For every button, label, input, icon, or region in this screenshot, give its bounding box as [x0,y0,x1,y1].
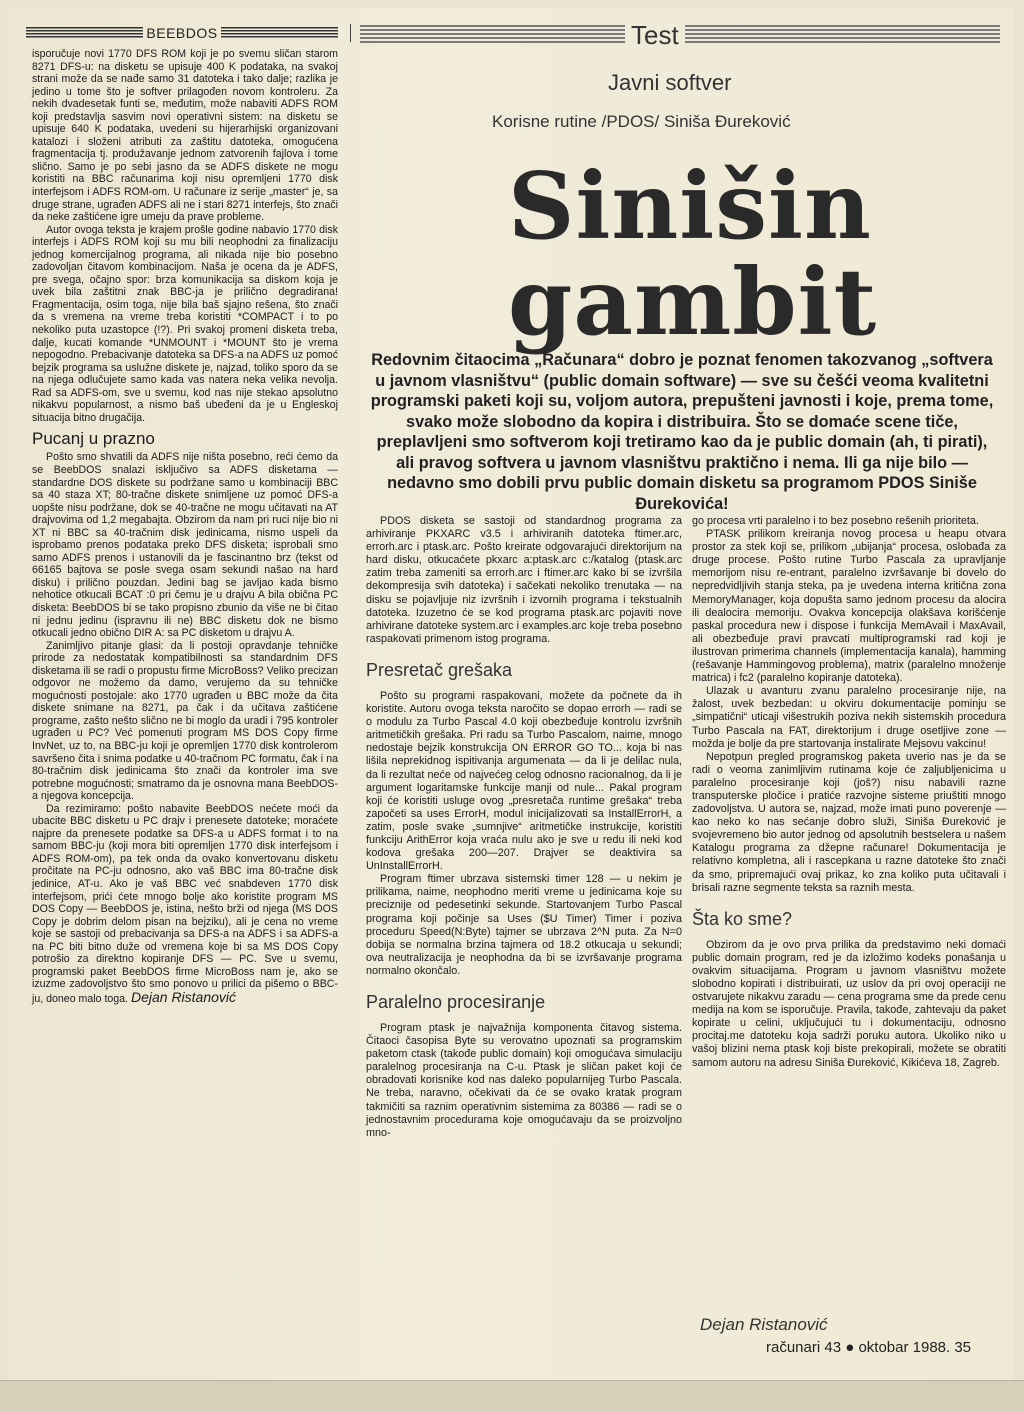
header-rule [26,27,143,39]
header-rule [360,25,625,45]
section-heading: Paralelno procesiranje [366,992,546,1012]
article-title [508,152,878,356]
header-rule [685,25,1000,45]
magazine-page [8,8,1014,1403]
middle-column [366,515,682,1140]
section-label: BEEBDOS [146,25,218,41]
right-column [692,515,1006,1070]
paragraph: Program ftimer ubrzava sistemski timer 128 — u nekim je prilikama, naime, neophodno meriti vreme u jedinicama koje su preciznije od pedesetinki sekunde. Startovanjem Turbo Pascal programa koji počinje sa Uses ($U Timer) Timer i poziva proceduru Speed(N:Byte) tajmer se ubrzava 2^N puta. Za N=0 dobija se normalna brzina tajmera od 18.2 otkucaja u sekundi; ova neutralizacija je neophodna da bi se izvršavanje programa normalno okončalo. [366,873,682,977]
page-footer: računari 43 ● oktobar 1988. 35 [766,1339,972,1356]
paragraph: go procesa vrti paralelno i to bez posebno rešenih prioriteta. [692,515,979,527]
author-signature: Dejan Ristanović [130,988,237,1005]
section-label: Test [631,19,679,50]
article-subtitle: Korisne rutine /PDOS/ Siniša Đureković [492,112,791,131]
paragraph: Zanimljivo pitanje glasi: da li postoji opravdanje tehničke prirode za nedostatak kompatibilnosti sa standardnim DFS disketama ili se radi o propustu firme MicroBoss? Veliko precizan odgovor ne možemo da damo, verujemo da su tehničke mogućnosti postojale: ako 1770 ugrađen u BBC može da čita diskete snimane na 8271, pa čak i da učitava zaštićene programe, zašto nešto slično ne bi moglo da uradi i 795 kontroler ugrađen u PC? Već pomenuti program MS DOS Copy firme InvNet, uz to, na BBC-ju koji je opremljen 1770 disk kontrolerom savršeno čita i snima podatke u 40-tračnom PC formatu, čak i na 80-tračnim disk jedinicama što znači da kontroler ima sve potrebne mogućnosti; smatramo da je osnovna mana BeebDOS-a njegova koncepcija. [32,639,338,803]
column-divider [350,24,351,42]
paragraph: Ulazak u avanturu zvanu paralelno procesiranje nije, na žalost, uvek bezbedan: u okviru dokumentacije pominju se „simpatični“ uticaji višestrukih poziva nekih sistemskih procedura Turbo Pascala na FAT, direktorijum i druge osetljive zone — možda je bolje da pre startovanja instalirate Mejsovu vakcinu! [692,685,1006,750]
title-line: Sinišin [508,152,872,260]
paragraph: Nepotpun pregled programskog paketa uverio nas je da se radi o veoma zanimljivim rutinama koje će zaljubljenicima u paralelno procesiranje koji (još?) nisu nabavili razne transputerske pločice i pratiće razvojne sisteme priuštiti mnogo zadovoljstva. U autora se, najzad, može imati puno poverenje — kao neko ko nas sećanje dobro služi, Siniša Đureković je svojevremeno bio autor jednog od apsolutnih bestselera u našem Katalogu programa za džepne računare! Dokumentacija je relativno kompletna, ali i rascepkana u razne datoteke što znači da smo, pripremajući ovaj prikaz, ko zna koliko puta učitavali i brisali razne segmente teksta sa raznih mesta. [692,750,1006,894]
paragraph: Program ptask je najvažnija komponenta čitavog sistema. Čitaoci časopisa Byte su verovatno upoznati sa programskim paketom ctask (takođe public domain) koji omogućava simulaciju paralelnog procesiranja na C-u. Ptask je sličan paket koji će obradovati korisnike kod nas daleko popularnijeg Turbo Pascala. Ne treba, naravno, očekivati da će se ovako kratak program takmičiti sa raznim operativnim sistemima za 80386 — radi se o jednostavnim procedurama koje omogućavaju da se proizvoljno mno- [366,1022,682,1139]
paragraph [32,803,338,1006]
paragraph: Obzirom da je ovo prva prilika da predstavimo neki domaći public domain program, red je da izložimo kodeks ponašanja u ovakvim situacijama. Program u javnom vlasništvu možete slobodno kopirati i distribuirati, uz uslov da pri ovoj operaciji ne ostvarujete nikakvu zaradu — cena programa sme da prede cenu medija na kom se isporučuje. Pravila, takođe, zahtevaju da paket kopirate u celini, uključujući tu i dokumentaciju, odnosno procitaj.me datoteku koja sadrži poruku autora. Ukoliko niko u vašoj blizini nema ptask koji biste prekopirali, možete se obratiti samom autoru na adresu Siniša Đureković, Kikićeva 18, Zagreb. [692,938,1006,1069]
section-heading: Presretač grešaka [366,659,513,680]
section-header-left [26,24,338,42]
page-edge [0,1380,1024,1412]
paragraph: Pošto su programi raspakovani, možete da počnete da ih koristite. Autoru ovoga teksta naročito se dopao errorh — radi se o modulu za Turbo Pascal 4.0 koji obezbeđuje kontrolu izvršnih aritmetičkih grešaka. Pri radu sa Turbo Pascalom, naime, mnogo nedostaje bejzik konstrukcija ON ERROR GO TO... koja bi nas lišila neprekidnog ispitivanja argumenata — da li je delilac nula, da li rezultat neće od najvećeg celog odnosno racionalnog, da li je argument logaritamske funkcije manji od nule... Pakal program koji će koristiti usluge ovog „presretača runtime grešaka“ treba započeti sa uses ErrorH, modul inicijalizovati sa InstallErrorH, a zatim, posle svake „sumnjive“ aritmetičke instrukcije, koristiti funkciju ArithError koja vraća nulu ako je sve u redu ili neki kod kodova grešaka 200—207. Drajver se deaktivira sa UnInstallErrorH. [366,689,682,873]
paragraph: isporučuje novi 1770 DFS ROM koji je po svemu sličan starom 8271 DFS-u: na disketu se upisuje 400 K podataka, na svakoj strani može da se nađe samo 31 datoteka i tako dalje; razlika je jedino u tome što je softver prilagođen novom kontroleru. Za nekih dvadesetak funti se, međutim, može nabaviti ADFS ROM koji predstavlja sasvim novi operativni sistem: na disketu se upisuje 640 K podataka, uvedeni su hijerarhijski organizovani katalozi i složeni atributi za zaštitu datoteka, omogućena fragmentacija tj. produžavanje jednom zatvorenih fajlova i tome slično. Samo je po sebi jasno da se ADFS diskete ne mogu koristiti na BBC računarima koji nisu opremljeni 1770 disk interfejsom i ADFS ROM-om. U računare iz serije „master“ je, sa druge strane, ugrađen ADFS ali ne i stari 8271 interfejs, što znači da neke zaštićene igre umeju da prave probleme. [32,48,338,224]
paragraph: PTASK prilikom kreiranja novog procesa u heapu otvara prostor za stek koji se, prilikom „ubijanja“ procesa, oslobađa za druge procese. Pošto rutine Turbo Pascala za upravljanje memorijom nisu re-entrant, paralelno izvršavanje bi dovelo do nepredvidljivih stanja steka, pa je uvedena interna kritična zona MemoryManager, koja dopušta samo jednom procesu da alocira ili dealocira memoriju. Ovakva koncepcija olakšava korišćenje paskal procedura new i dispose i funkcija MemAvail i MaxAvail, ali obezbeđuje pravi pravcati multiprogramski rad koji je ilustrovan primerima channels (implementacija kanala), hamming (rešavanje Hammingovog problema), matrix (paralelno množenje matrica) i fc2 (paralelno kopiranje datoteka). [692,528,1006,685]
paragraph: Autor ovoga teksta je krajem prošle godine nabavio 1770 disk interfejs i ADFS ROM koji su mu bili neophodni za finalizaciju jednog komercijalnog programa, ali nikada nije bio posebno zadovoljan čitavom kombinacijom. Naša je ocena da je ADFS, pre svega, očajno spor: brza komunikacija sa diskom koja je uvek bila zaštitni znak BBC-ja je prilično degradirana! Fragmentacija, osim toga, nije bila baš sjajno rešena, što znači da s vremena na vreme treba koristiti *COMPACT i to po nekoliko puta uzastopce (!?). Pri svakoj promeni disketa treba, dalje, kucati komande *UNMOUNT i *MOUNT što je vrema nepogodno. Prebacivanje datoteka sa DFS-a na ADFS uz pomoć bejzik programa sa uslužne diskete je, najzad, toliko sporo da se na njega odlučujete samo kada vas natera neka velika nevolja. Rad sa ADFS-om, sve u svemu, kod nas nije stekao apsolutno nikakvu popularnost, a nismo baš ubeđeni da je u Engleskoj situacija bitno drugačija. [32,223,338,424]
section-heading: Šta ko sme? [692,908,793,929]
author-signature: Dejan Ristanović [700,1315,828,1334]
paragraph: PDOS disketa se sastoji od standardnog programa za arhiviranje PKXARC v3.5 i arhiviranih datoteka ftimer.arc, errorh.arc i ptask.arc. Pošto kreirate odgovarajući direktorijum na hard disku, otkucaćete pkxarc a:ptask.arc c:/katalog (ptask.arc zatim treba zameniti sa errorh.arc i ftimer.arc kako bi se izvršila dekompresija svih datoteka) i sačekati nekoliko trenutaka — na disku se pojavljuje niz izvršnih i izvornih programa i tekstualnih datoteka. Izuzetno će se kod programa ptask.arc pojaviti nove arhivirane datoteke system.arc i examples.arc koje treba posebno raspakovati primenom istog programa. [366,515,682,645]
article-kicker: Javni softver [608,70,732,95]
article-lead: Redovnim čitaocima „Računara“ dobro je poznat fenomen takozvanog „softvera u javnom vlasništvu“ (public domain software) — sve su češći veoma kvalitetni programski paketi koji su, voljom autora, prepušteni javnosti i koje, prema tome, svako može slobodno da kopira i distribuira. Što se domaće scene tiče, preplavljeni smo softverom koji tretiramo kao da je public domain (ah, ti pirati), ali pravog softvera u javnom vlasništvu praktično i nema. Ili ga nije bilo — nedavno smo dobili prvu public domain disketu sa programom PDOS Siniše Đurekovića! [370,351,994,513]
header-rule [221,27,338,39]
title-line: gambit [508,248,878,356]
paragraph: Pošto smo shvatili da ADFS nije ništa posebno, reći ćemo da se BeebDOS snalazi isključivo sa ADFS disketama — standardne DOS diskete su podržane samo u kombinaciji BBC sa 40 staza XT; 80-tračne diskete snimljene uz pomoć DFS-a uopšte nisu podržane, dok se 40-tračne ne mogu učitavati na AT drajvovima od 1,2 megabajta. Obzirom da nam pri ruci nije bio ni XT ni BBC sa 40-tračnim disk jedinicama, nismo uspeli da isprobamo prenos podataka preko DFS disketa; isprobali smo samo ADFS prenos i ustanovili da je fascinantno brz (tekst od 66165 bajtova se posle svega osam sekundi našao na hard disku) i prilično pouzdan. Jedini bag se javljao kada bismo nehotice otkucali BCAT :0 pri čemu je u drajvu A bila obična PC disketa: BeebDOS bi se tako propisno zbunio da više ne bi čitao ni jednu jedinu (ispravnu ili ne) BBC disketu dok ne bismo otkucali jedno obično DIR A: sa PC disketom u drajvu A. [32,451,338,640]
left-column [32,48,338,1005]
section-heading: Pucanj u prazno [32,429,155,449]
paragraph-text: Da rezimiramo: pošto nabavite BeebDOS nećete moći da ubacite BBC disketu u PC drajv i prenesete datoteke; moraćete najpre da prenesete podatke sa DFS-a u ADFS format i to na samom BBC-ju (koji mora biti opremljen 1770 disk interfejsom i ADFS ROM-om), pa tek onda da ovako konvertovanu disketu pročitate na PC-ju odnosno, ako vaš BBC ima 80-tračne disk jedinice, AT-u. Ako je vaš BBC već snabdeven 1770 disk interfejsom, prići ćete mnogo bolje ako koristite program MS DOS Copy — BeebDOS je, istina, nešto brži od njega (MS DOS Copy je dobrim delom pisan na bejziku), ali je cena no vreme koje se sastoji od prebacivanja sa DFS-a na ADFS i sa ADFS-a na PC biti bitno duže od vremena koje bi sa MS DOS Copy potrošio za direktno kopiranje DFS — PC. Sve u svemu, programski paket BeebDOS firme MicroBoss nam je, ako se izuzme zadovoljstvo što smo ponovo u prilici da pišemo o BBC-ju, doneo malo toga. [32,802,338,1005]
section-header-right [360,19,1000,50]
